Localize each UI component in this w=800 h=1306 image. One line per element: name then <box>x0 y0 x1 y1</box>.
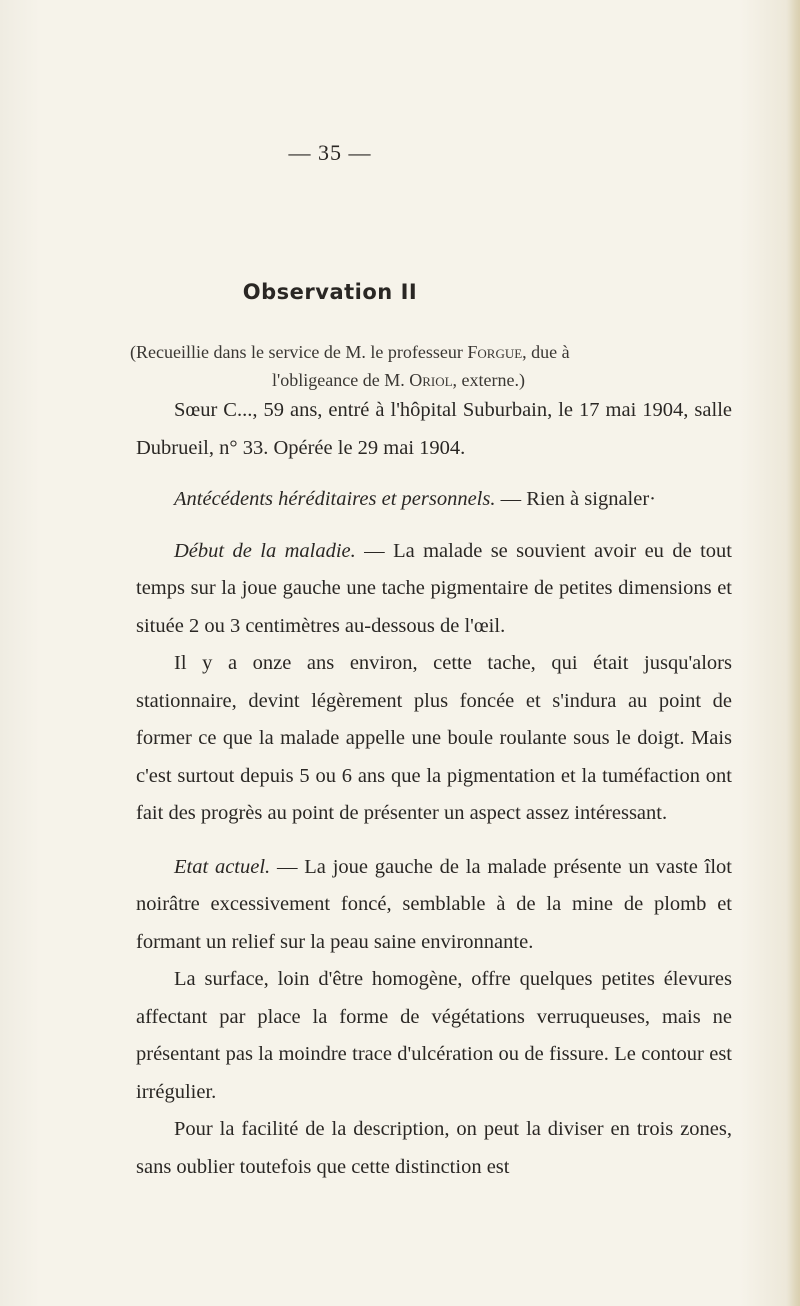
note-line2-suffix: , externe.) <box>452 370 525 390</box>
heading-etat-actuel: Etat actuel. <box>174 855 271 878</box>
note-line1-prefix: (Recueillie dans le service de M. le professeur <box>130 342 468 362</box>
paragraph-debut <box>136 533 732 646</box>
text-etat-actuel: — La joue gauche de la malade présente un vaste îlot noirâtre excessivement foncé, semblable à de la mine de plomb et formant un relief sur la peau saine environnante. <box>136 855 732 953</box>
body-text <box>136 392 732 1186</box>
paragraph-etat-actuel <box>136 849 732 962</box>
paragraph-surface: La surface, loin d'être homogène, offre quelques petites élevures affectant par place la forme de végétations verruqueuses, mais ne présentant pas la moindre trace d'ulcération ou de fissure. Le contour est irrégulier. <box>136 968 732 1103</box>
note-name-forgue: Forgue <box>467 342 523 362</box>
heading-debut: Début de la maladie. <box>174 539 356 562</box>
source-note-line-1 <box>130 338 730 366</box>
source-note <box>130 338 730 394</box>
note-line1-suffix: , due à <box>522 342 570 362</box>
paragraph-antecedents <box>136 481 732 519</box>
observation-title: Observation II <box>242 280 418 304</box>
text-debut: — La malade se souvient avoir eu de tout temps sur la joue gauche une tache pigmentaire de petites dimensions et située 2 ou 3 centimètres au-dessous de l'œil. <box>136 539 732 637</box>
heading-antecedents: Antécédents héréditaires et personnels. <box>174 488 496 510</box>
paragraph-description: Pour la facilité de la description, on peut la diviser en trois zones, sans oublier toutefois que cette distinction est <box>136 1118 732 1178</box>
note-name-oriol: Oriol <box>409 370 453 390</box>
note-line2-prefix: l'obligeance de M. <box>272 370 410 390</box>
page-number: — 35 — <box>288 140 372 165</box>
source-note-line-2 <box>130 366 730 394</box>
page-edge-shadow <box>786 0 800 1306</box>
paragraph-patient-info: Sœur C..., 59 ans, entré à l'hôpital Suburbain, le 17 mai 1904, salle Dubrueil, n° 33. Opérée le 29 mai 1904. <box>136 399 732 459</box>
text-antecedents: — Rien à signaler· <box>495 488 657 510</box>
paragraph-evolution: Il y a onze ans environ, cette tache, qui était jusqu'alors stationnaire, devint légèrement plus foncée et s'indura au point de former ce que la malade appelle une boule roulante sous le doigt. Mais c'est surtout depuis 5 ou 6 ans que la pigmentation et la tuméfaction ont fait des progrès au point de présenter un aspect assez intéressant. <box>136 652 732 824</box>
